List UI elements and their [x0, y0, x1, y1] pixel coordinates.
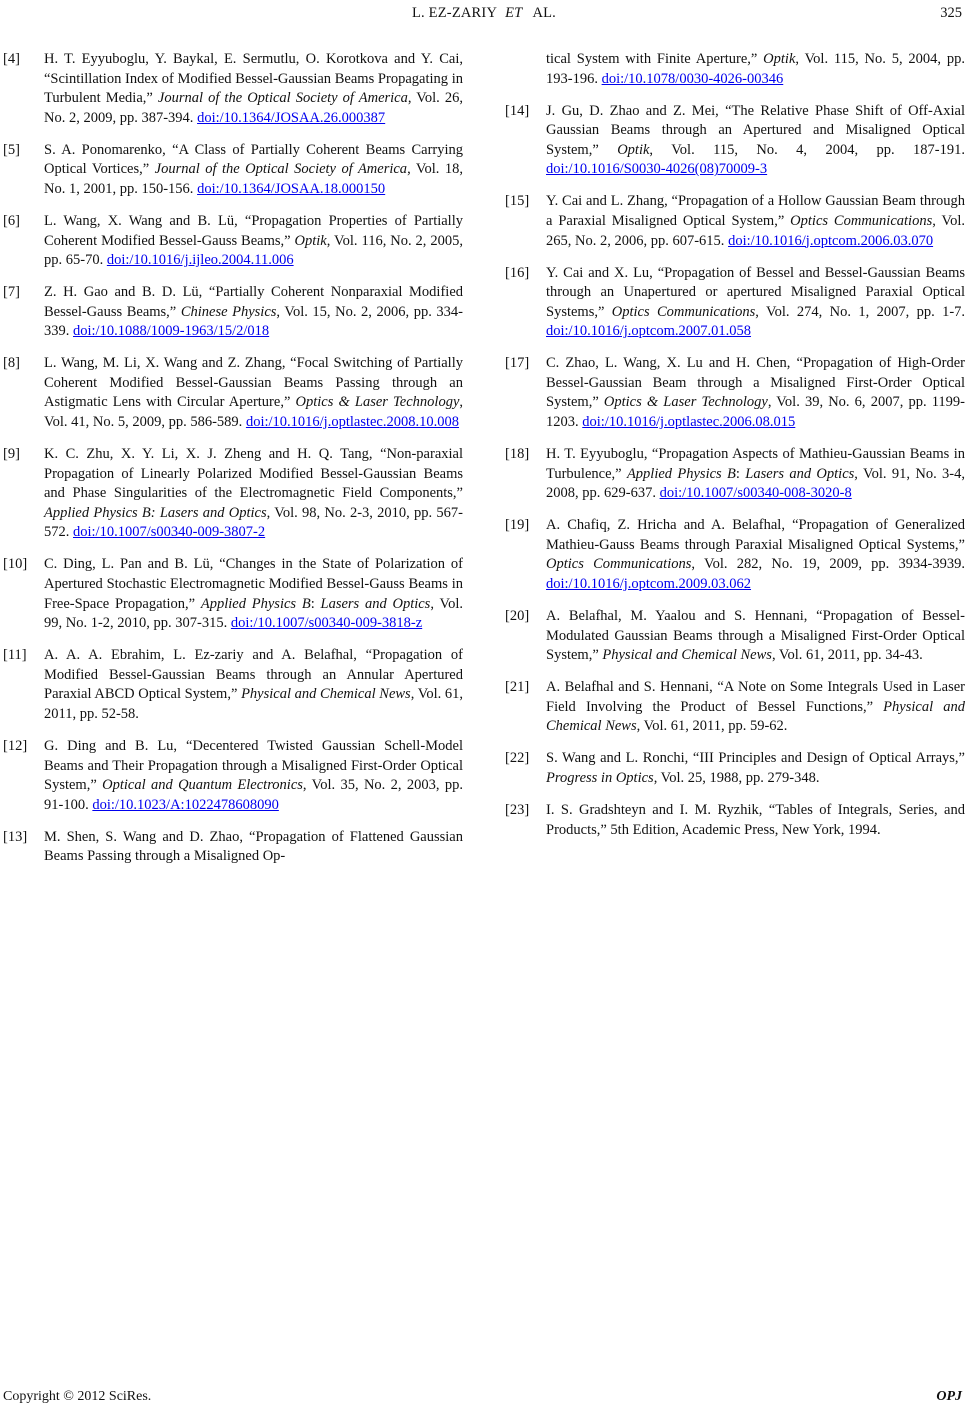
reference-segment: Y. Cai and L. Zhang, “Propagation of a Hollow Gaussian Beam through a Paraxial Misaligned Optical System,” — [546, 193, 965, 229]
reference-number: [17] — [505, 355, 530, 372]
reference-segment: A. A. A. Ebrahim, L. Ez-zariy and A. Belafhal, “Propagation of Modified Bessel-Gaussian Beams through an Annular Apertured Paraxial ABCD Optical System,” — [44, 647, 463, 703]
reference-text — [44, 647, 463, 722]
reference-text — [44, 556, 463, 631]
doi-link[interactable]: doi:/10.1016/j.optlastec.2008.10.008 — [245, 414, 459, 431]
reference-segment: M. Shen, S. Wang and D. Zhao, “Propagation of Flattened Gaussian Beams Passing through a Misaligned Op- — [44, 828, 463, 865]
reference-segment: C. Zhao, L. Wang, X. Lu and H. Chen, “Propagation of High-Order Bessel-Gaussian Beam through a Misaligned First-Order Optical System,” — [546, 355, 965, 411]
reference-entry — [3, 50, 463, 128]
doi-link[interactable]: doi:/10.1016/j.optcom.2007.01.058 — [546, 323, 752, 340]
journal-title: Chinese Physics — [180, 303, 277, 320]
journal-title: Applied Physics B: Lasers and Optics — [44, 504, 267, 521]
reference-segment: Y. Cai and X. Lu, “Propagation of Bessel and Bessel-Gaussian Beams through an Unapertured or apertured Misaligned Paraxial Optical Systems,” — [546, 264, 965, 320]
reference-number: [20] — [505, 607, 530, 624]
reference-entry — [505, 192, 965, 251]
doi-link[interactable]: doi:/10.1016/j.optcom.2006.03.070 — [728, 232, 934, 249]
reference-segment: , Vol. 15, No. 2, 2006, pp. 334-339. — [44, 303, 463, 340]
reference-segment: L. Wang, M. Li, X. Wang and Z. Zhang, “Focal Switching of Partially Coherent Modified Bessel-Gaussian Beams Passing through an Astigmatic Lens with Circular Aperture,” — [44, 355, 463, 411]
reference-number: [9] — [3, 446, 20, 463]
reference-segment: : — [310, 595, 321, 612]
reference-entry — [505, 354, 965, 432]
doi-link[interactable]: doi:/10.1016/S0030-4026(08)70009-3 — [546, 161, 768, 178]
reference-text — [44, 829, 463, 865]
reference-entry — [3, 212, 463, 271]
reference-segment: , Vol. 115, No. 4, 2004, pp. 187-191. — [649, 141, 965, 158]
reference-entry — [3, 354, 463, 432]
journal-title: Optik — [617, 141, 650, 158]
reference-text — [44, 51, 463, 126]
reference-text — [44, 738, 463, 813]
reference-entry — [3, 737, 463, 815]
reference-number: [7] — [3, 284, 20, 301]
reference-segment: , Vol. 91, No. 3-4, 2008, pp. 629-637. — [546, 465, 966, 502]
reference-text — [44, 355, 463, 430]
reference-entry — [3, 141, 463, 200]
references-left-column — [3, 50, 463, 879]
reference-segment: , Vol. 265, No. 2, 2006, pp. 607-615. — [546, 212, 965, 249]
reference-text — [546, 265, 965, 340]
journal-title: Optics & Laser Technology — [295, 394, 460, 411]
reference-segment: Z. H. Gao and B. D. Lü, “Partially Coherent Nonparaxial Modified Bessel-Gauss Beams,” — [44, 284, 463, 320]
reference-text — [546, 608, 965, 663]
journal-title: Optik — [763, 51, 796, 67]
reference-entry — [3, 828, 463, 867]
reference-segment: K. C. Zhu, X. Y. Li, X. J. Zheng and H. Q. Tang, “Non-paraxial Propagation of Linearly Polarized Modified Bessel-Gaussian Beams and Phase Singularities of the Electromagnetic Field Components,” — [44, 446, 463, 502]
reference-text — [546, 103, 965, 178]
reference-segment: , Vol. 41, No. 5, 2009, pp. 586-589. — [44, 394, 464, 431]
journal-title: Applied Physics B — [626, 465, 736, 482]
journal-title: Applied Physics B — [200, 595, 311, 612]
reference-text — [546, 193, 965, 248]
reference-text — [546, 750, 965, 786]
journal-abbreviation: OPJ — [936, 1389, 962, 1404]
reference-segment: , Vol. 39, No. 6, 2007, pp. 1199-1203. — [546, 394, 966, 431]
reference-entry — [505, 264, 965, 342]
reference-segment: tical System with Finite Aperture,” — [546, 51, 764, 67]
reference-segment: , Vol. 116, No. 2, 2005, pp. 65-70. — [44, 232, 463, 269]
reference-segment: , Vol. 274, No. 1, 2007, pp. 1-7. — [755, 303, 966, 320]
reference-text — [44, 213, 463, 268]
reference-number: [23] — [505, 801, 530, 818]
reference-entry — [3, 445, 463, 543]
reference-entry — [505, 102, 965, 180]
doi-link[interactable]: doi:/10.1007/s00340-009-3807-2 — [73, 524, 266, 541]
reference-entry — [3, 646, 463, 724]
reference-segment: , Vol. 99, No. 1-2, 2010, pp. 307-315. — [44, 595, 463, 632]
reference-entry — [505, 445, 965, 504]
reference-number: [19] — [505, 517, 530, 534]
reference-number: [4] — [3, 51, 20, 67]
journal-title: Lasers and Optics — [745, 465, 855, 482]
doi-link[interactable]: doi:/10.1078/0030-4026-00346 — [601, 70, 784, 87]
reference-entry — [3, 555, 463, 633]
doi-link[interactable]: doi:/10.1023/A:1022478608090 — [92, 796, 279, 813]
reference-segment: I. S. Gradshteyn and I. M. Ryzhik, “Tables of Integrals, Series, and Products,” 5th Edition, Academic Press, New York, 1994. — [546, 801, 965, 838]
reference-entry — [505, 678, 965, 737]
reference-entry — [505, 801, 965, 840]
reference-number: [13] — [3, 828, 28, 845]
reference-segment: A. Chafiq, Z. Hricha and A. Belafhal, “Propagation of Generalized Mathieu-Gauss Beams through Paraxial Misaligned Optical Systems,” — [546, 517, 965, 553]
journal-title: Optics Communications — [790, 212, 933, 229]
reference-number: [6] — [3, 212, 20, 229]
reference-segment: , Vol. 115, No. 5, 2004, pp. 193-196. — [546, 51, 965, 87]
reference-entry — [505, 50, 965, 89]
reference-number: [22] — [505, 750, 530, 767]
reference-segment: , Vol. 282, No. 19, 2009, pp. 3934-3939. — [691, 556, 966, 573]
reference-segment: , Vol. 61, 2011, pp. 34-43. — [771, 647, 923, 664]
reference-entry — [505, 516, 965, 594]
running-al: AL. — [532, 5, 557, 21]
reference-number: [16] — [505, 264, 530, 281]
journal-title: Physical and Chemical News — [602, 647, 772, 664]
reference-text — [546, 517, 965, 592]
journal-title: Optical and Quantum Electronics — [102, 777, 303, 794]
reference-number: [11] — [3, 647, 27, 664]
doi-link[interactable]: doi:/10.1364/JOSAA.18.000150 — [197, 180, 386, 197]
doi-link[interactable]: doi:/10.1016/j.ijleo.2004.11.006 — [106, 252, 294, 269]
reference-segment: A. Belafhal, M. Yaalou and S. Hennani, “Propagation of Bessel-Modulated Gaussian Beams through a Misaligned First-Order Optical System,” — [546, 607, 965, 664]
doi-link[interactable]: doi:/10.1007/s00340-008-3020-8 — [659, 485, 852, 502]
reference-text — [44, 284, 463, 339]
reference-text — [546, 446, 965, 501]
journal-title: Physical and Chemical News — [241, 686, 411, 703]
reference-segment: S. A. Ponomarenko, “A Class of Partially Coherent Beams Carrying Optical Vortices,” — [44, 141, 463, 178]
reference-text — [44, 142, 463, 197]
reference-number: [15] — [505, 193, 530, 210]
doi-link[interactable]: doi:/10.1007/s00340-009-3818-z — [230, 615, 423, 632]
journal-title: Journal of the Optical Society of America — [157, 90, 408, 107]
reference-segment: H. T. Eyyuboglu, “Propagation Aspects of Mathieu-Gaussian Beams in Turbulence,” — [546, 446, 965, 482]
copyright-notice: Copyright © 2012 SciRes. — [3, 1389, 152, 1404]
journal-title: Optics Communications — [546, 556, 692, 573]
references-right-column — [505, 50, 965, 852]
reference-entry — [3, 283, 463, 342]
reference-segment: H. T. Eyyuboglu, Y. Baykal, E. Sermutlu, O. Korotkova and Y. Cai, “Scintillation Index of Modified Bessel-Gaussian Beams Propagating in Turbulent Media,” — [44, 51, 463, 107]
running-et: ET — [505, 5, 523, 21]
reference-segment: , Vol. 25, 1988, pp. 279-348. — [653, 769, 820, 786]
reference-number: [5] — [3, 141, 20, 158]
journal-title: Journal of the Optical Society of America — [154, 161, 408, 178]
reference-segment: , Vol. 35, No. 2, 2003, pp. 91-100. — [44, 777, 463, 813]
reference-segment: : — [735, 465, 746, 482]
journal-title: Optics Communications — [611, 303, 756, 320]
reference-segment: , Vol. 61, 2011, pp. 52-58. — [44, 686, 464, 722]
reference-text — [546, 51, 965, 87]
reference-segment: , Vol. 18, No. 1, 2001, pp. 150-156. — [44, 161, 463, 197]
reference-text — [546, 355, 965, 430]
journal-title: Optik — [294, 232, 327, 249]
reference-number: [8] — [3, 355, 20, 372]
journal-title: Optics & Laser Technology — [603, 394, 768, 411]
reference-number: [10] — [3, 556, 28, 573]
reference-segment: J. Gu, D. Zhao and Z. Mei, “The Relative Phase Shift of Off-Axial Gaussian Beams through an Apertured and Misaligned Optical System,” — [546, 102, 965, 158]
reference-segment: S. Wang and L. Ronchi, “III Principles and Design of Optical Arrays,” — [546, 750, 965, 767]
journal-title: Progress in Optics — [546, 769, 654, 786]
reference-segment: , Vol. 61, 2011, pp. 59-62. — [636, 718, 788, 735]
running-head — [0, 5, 968, 27]
reference-segment: C. Ding, L. Pan and B. Lü, “Changes in the State of Polarization of Apertured Stochastic Electromagnetic Modified Bessel-Gauss Beams in Free-Space Propagation,” — [44, 556, 463, 612]
reference-entry — [505, 749, 965, 788]
doi-link[interactable]: doi:/10.1016/j.optcom.2009.03.062 — [546, 576, 752, 592]
reference-text — [546, 679, 965, 734]
journal-title: Physical and Chemical News — [546, 698, 965, 735]
reference-segment: L. Wang, X. Wang and B. Lü, “Propagation Properties of Partially Coherent Modified Bessel-Gauss Beams,” — [44, 212, 463, 249]
reference-segment: G. Ding and B. Lu, “Decentered Twisted Gaussian Schell-Model Beams and Their Propagation through a Misaligned First-Order Optical System,” — [44, 737, 463, 794]
reference-entry — [505, 607, 965, 666]
reference-number: [18] — [505, 446, 530, 463]
doi-link[interactable]: doi:/10.1088/1009-1963/15/2/018 — [73, 323, 270, 340]
reference-segment: A. Belafhal and S. Hennani, “A Note on Some Integrals Used in Laser Field Involving the Product of Bessel Functions,” — [546, 679, 965, 715]
reference-text — [44, 446, 463, 540]
reference-segment: , Vol. 98, No. 2-3, 2010, pp. 567-572. — [44, 504, 463, 541]
doi-link[interactable]: doi:/10.1364/JOSAA.26.000387 — [197, 109, 386, 126]
reference-number: [21] — [505, 679, 530, 696]
reference-text — [546, 802, 965, 838]
journal-title: Lasers and Optics — [320, 595, 431, 612]
page-number: 325 — [940, 5, 962, 21]
reference-number: [14] — [505, 102, 530, 119]
running-title — [0, 5, 968, 22]
doi-link[interactable]: doi:/10.1016/j.optlastec.2006.08.015 — [582, 414, 796, 431]
reference-number: [12] — [3, 737, 28, 754]
reference-segment: , Vol. 26, No. 2, 2009, pp. 387-394. — [44, 90, 463, 126]
running-authors: L. EZ-ZARIY — [411, 5, 498, 21]
